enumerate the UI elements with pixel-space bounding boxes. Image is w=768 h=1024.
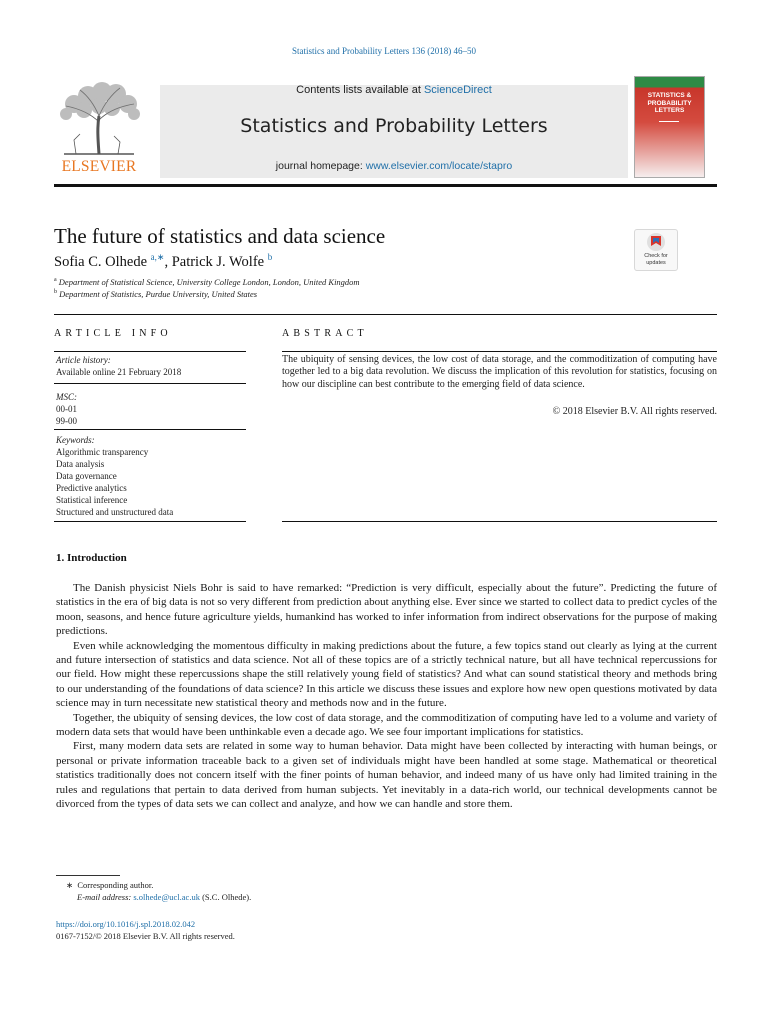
crossmark-label: [635, 253, 677, 266]
abstract-divider: [282, 351, 717, 352]
email-label: E-mail address:: [77, 892, 132, 902]
keyword: Data analysis: [56, 459, 105, 469]
author-name: Patrick J. Wolfe: [171, 253, 265, 270]
abstract-bottom-divider: [282, 521, 717, 522]
body-paragraph: The Danish physicist Niels Bohr is said to have remarked: “Prediction is very difficult, especially about the future”. Predicting the future of statistics in the era of big data is not so very different from prediction about anything else. Ever since we started to collect data to predict cycles of the moon, seasons, and hence future agriculture yields, humankind has worked to infer information from indirect observations for the purpose of making predictions.: [56, 582, 717, 638]
section-heading-introduction: 1. Introduction: [56, 552, 127, 564]
keyword: Structured and unstructured data: [56, 507, 174, 517]
author-name: Sofia C. Olhede: [54, 253, 148, 270]
sciencedirect-link[interactable]: ScienceDirect: [423, 84, 492, 96]
elsevier-wordmark: ELSEVIER: [61, 158, 137, 175]
journal-homepage-line: [160, 160, 628, 172]
title-divider: [54, 314, 717, 315]
cover-title-line: PROBABILITY: [647, 99, 692, 107]
corresponding-author-note: [66, 880, 153, 891]
msc-code: 00-01: [56, 404, 77, 414]
affiliation-b: [54, 289, 257, 299]
elsevier-logo: [54, 82, 144, 178]
journal-homepage-link[interactable]: www.elsevier.com/locate/stapro: [365, 160, 513, 172]
footnote-divider: [56, 875, 120, 876]
body-paragraph: First, many modern data sets are related in some way to human behavior. Data might have been collected by interacting with human beings, or personal or private information traceable back to a given set of individuals might have been handled at some stage. Mathematical or theoretical statistics traditionally does not concern itself with the finer points of human behavior, and indeed many of us have only had limited training in the rules and regulations that pertain to data derived from human subjects. Yet inevitably in a data-rich world, our technical developments cannot be divorced from the types of data sets we can collect and analyze, and how we can handle and store them.: [56, 740, 717, 811]
article-info-heading: ARTICLE INFO: [54, 328, 172, 339]
info-divider: [54, 383, 246, 384]
homepage-prefix: journal homepage:: [275, 160, 366, 172]
journal-title: Statistics and Probability Letters: [240, 115, 548, 137]
info-divider: [54, 351, 246, 352]
affiliation-mark: b: [54, 289, 57, 296]
history-label: Article history:: [56, 355, 111, 365]
msc-label: MSC:: [56, 392, 77, 402]
abstract-copyright: © 2018 Elsevier B.V. All rights reserved.: [552, 406, 717, 417]
author-email-link[interactable]: s.olhede@ucl.ac.uk: [133, 892, 200, 902]
author-affiliation-mark[interactable]: a,∗: [150, 252, 165, 262]
keyword: Algorithmic transparency: [56, 447, 149, 457]
article-title: The future of statistics and data science: [54, 224, 386, 248]
check-for-updates-badge[interactable]: [634, 229, 678, 271]
footnote-text: Corresponding author.: [77, 880, 154, 890]
affiliation-mark: a: [54, 277, 57, 284]
contents-prefix: Contents lists available at: [296, 84, 424, 96]
contents-line: [160, 84, 628, 96]
msc-codes: [56, 391, 246, 427]
author-separator: ,: [164, 253, 172, 270]
author-list: [54, 252, 272, 271]
abstract-text: The ubiquity of sensing devices, the low cost of data storage, and the commoditization of computing have together led to a big data revolution. We discuss the implication of this revolution for statistics, focusing on how our discipline can best contribute to the emerging field of data science.: [282, 354, 717, 390]
author-affiliation-mark[interactable]: b: [267, 252, 273, 262]
email-note: [77, 892, 251, 902]
introduction-body: [56, 581, 717, 812]
body-paragraph: Together, the ubiquity of sensing devices, the low cost of data storage, and the commoditization of computing have led to a volume and variety of modern data sets that would have been unthinkable even a decade ago. We see four important implications for statistics.: [56, 711, 717, 739]
crossmark-label-line: updates: [646, 259, 666, 266]
email-suffix: (S.C. Olhede).: [199, 892, 252, 902]
abstract-heading: ABSTRACT: [282, 328, 368, 339]
affiliation-text: Department of Statistics, Purdue University, United States: [59, 289, 258, 299]
masthead-divider: [54, 184, 717, 187]
affiliation-a: [54, 277, 360, 287]
keyword: Data governance: [56, 471, 117, 481]
info-divider: [54, 429, 246, 430]
issn-copyright: 0167-7152/© 2018 Elsevier B.V. All rights reserved.: [56, 931, 235, 941]
cover-title-line: STATISTICS &: [647, 92, 692, 99]
cover-divider: [659, 121, 679, 122]
keyword: Statistical inference: [56, 495, 128, 505]
crossmark-icon: [646, 232, 666, 252]
cover-title: [637, 92, 702, 115]
cover-title-line: LETTERS: [654, 107, 685, 114]
history-value: Available online 21 February 2018: [56, 367, 182, 377]
keywords-list: [56, 434, 246, 518]
journal-cover-thumbnail[interactable]: [634, 76, 705, 178]
keyword: Predictive analytics: [56, 483, 127, 493]
elsevier-tree-icon: [54, 82, 144, 156]
body-paragraph: Even while acknowledging the momentous difficulty in making predictions about the future, a few topics stand out clearly as lying at the current and future intersection of statistics and data science. Not all of these topics are of a strictly technical nature, but all have technical repercussions for our field. How might these repercussions shape the still relatively young field of statistics? And what can sound statistical theory and methods bring to our understanding of the foundations of data science? In this article we discuss these issues and explore how new open questions motivated by data science may in turn necessitate new statistical theory and methods now and in the future.: [56, 639, 717, 710]
affiliation-text: Department of Statistical Science, University College London, London, United Kingdom: [58, 277, 360, 287]
keywords-label: Keywords:: [56, 435, 95, 445]
journal-citation[interactable]: Statistics and Probability Letters 136 (2018) 46–50: [292, 46, 476, 56]
footnote-mark: ∗: [66, 880, 74, 890]
info-bottom-divider: [54, 521, 246, 522]
msc-code: 99-00: [56, 416, 77, 426]
doi-link[interactable]: https://doi.org/10.1016/j.spl.2018.02.042: [56, 919, 196, 929]
crossmark-label-line: Check for: [644, 253, 668, 259]
article-history: [56, 354, 246, 378]
